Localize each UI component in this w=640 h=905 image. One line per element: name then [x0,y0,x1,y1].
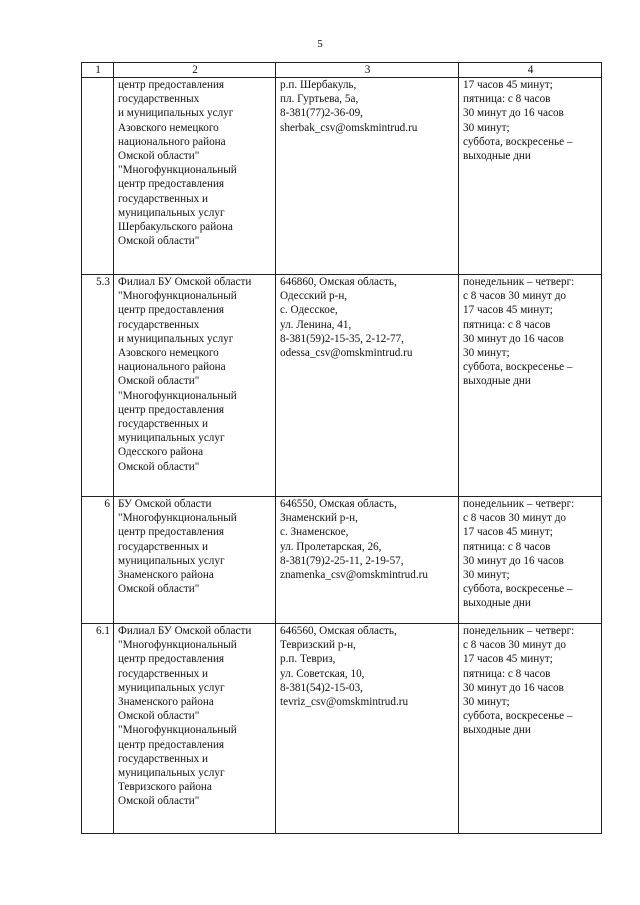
table-row [82,624,602,834]
table-header-row [82,63,602,78]
cell-text-line: Омской области" [118,375,200,388]
cell-text-line: 30 минут до 16 часов [463,332,564,345]
address-contacts-cell [276,78,459,275]
column-header-3: 3 [276,63,459,78]
cell-text-line: с. Одесское, [280,304,338,317]
cell-text-line: национального района [118,361,226,374]
cell-text-line: "Многофункциональный [118,164,237,177]
cell-text-line: муниципальных услуг [118,554,225,567]
cell-text-line: р.п. Шербакуль, [280,79,357,91]
working-hours-cell [459,78,602,275]
cell-text-line: Одесского района [118,446,204,459]
table-row [82,275,602,497]
cell-text-line: центр предоставления [118,304,225,317]
cell-text-line: 8-381(59)2-15-35, 2-12-77, [280,332,404,345]
cell-text-line: центр предоставления [118,653,225,666]
page-number: 5 [317,38,323,50]
cell-text-line: государственных и [118,667,209,680]
row-number [82,78,114,275]
cell-text-line: с 8 часов 30 минут до [463,512,566,525]
cell-text-line: государственных и [118,752,209,765]
cell-text-line: 30 минут; [463,569,510,582]
cell-text-line: выходные дни [463,375,531,388]
cell-text-line: государственных [118,93,200,106]
cell-text-line: 8-381(79)2-25-11, 2-19-57, [280,554,404,567]
cell-text-line: суббота, воскресенье – [463,135,573,148]
cell-text-line: р.п. Тевриз, [280,653,336,666]
cell-text-line: "Многофункциональный [118,389,237,402]
cell-text-line: Одесский р-н, [280,290,348,303]
cell-text-line: суббота, воскресенье – [463,361,573,374]
cell-text-line: Филиал БУ Омской области [118,276,252,288]
cell-text-line: 646860, Омская область, [280,276,397,288]
cell-text-line: муниципальных услуг [118,767,225,780]
cell-text-line: 8-381(77)2-36-09, [280,107,363,120]
cell-text-line: центр предоставления [118,403,225,416]
cell-text-line: выходные дни [463,597,531,610]
cell-text-line: Шербакульского района [118,221,233,234]
working-hours-cell [459,624,602,834]
row-number: 6.1 [82,624,114,834]
cell-text-line: Знаменский р-н, [280,512,358,525]
cell-text-line: 646560, Омская область, [280,625,397,637]
cell-text-line: 8-381(54)2-15-03, [280,681,363,694]
cell-text-line: 30 минут до 16 часов [463,554,564,567]
cell-text-line: муниципальных услуг [118,681,225,694]
column-header-2: 2 [114,63,276,78]
cell-text-line: центр предоставления [118,526,225,539]
cell-text-line: суббота, воскресенье – [463,583,573,596]
cell-text-line: 30 минут; [463,696,510,709]
cell-text-line: Омской области" [118,795,200,808]
cell-text-line: с. Знаменское, [280,526,349,539]
cell-text-line: Омской области" [118,150,200,163]
cell-text-line: пятница: с 8 часов [463,93,551,106]
cell-text-line: понедельник – четверг: [463,498,575,510]
cell-text-line: и муниципальных услуг [118,332,234,345]
cell-text-line: понедельник – четверг: [463,276,575,288]
cell-text-line: с 8 часов 30 минут до [463,290,566,303]
row-number: 6 [82,497,114,624]
address-contacts-cell [276,624,459,834]
cell-text-line: ул. Советская, 10, [280,667,365,680]
cell-text-line: понедельник – четверг: [463,625,575,637]
cell-text-line: суббота, воскресенье – [463,710,573,723]
cell-text-line: 30 минут; [463,347,510,360]
cell-text-line: центр предоставления [118,79,225,91]
cell-text-line: муниципальных услуг [118,432,225,445]
cell-text-line: с 8 часов 30 минут до [463,639,566,652]
institution-name-cell [114,78,276,275]
cell-text-line: Омской области" [118,583,200,596]
cell-text-line: Знаменского района [118,696,214,709]
cell-text-line: sherbak_csv@omskmintrud.ru [280,121,418,134]
cell-text-line: пл. Гуртьева, 5а, [280,93,359,106]
cell-text-line: 17 часов 45 минут; [463,79,553,91]
cell-text-line: национального района [118,135,226,148]
cell-text-line: ул. Ленина, 41, [280,318,352,331]
cell-text-line: 17 часов 45 минут; [463,526,553,539]
cell-text-line: Филиал БУ Омской области [118,625,252,637]
institution-name-cell [114,275,276,497]
cell-text-line: "Многофункциональный [118,639,237,652]
cell-text-line: муниципальных услуг [118,206,225,219]
working-hours-cell [459,497,602,624]
cell-text-line: "Многофункциональный [118,724,237,737]
cell-text-line: Омской области" [118,235,200,248]
cell-text-line: "Многофункциональный [118,290,237,303]
address-contacts-cell [276,497,459,624]
column-header-4: 4 [459,63,602,78]
institution-name-cell [114,497,276,624]
cell-text-line: tevriz_csv@omskmintrud.ru [280,696,409,709]
cell-text-line: 30 минут; [463,121,510,134]
cell-text-line: 646550, Омская область, [280,498,397,510]
cell-text-line: пятница: с 8 часов [463,318,551,331]
cell-text-line: и муниципальных услуг [118,107,234,120]
cell-text-line: государственных и [118,540,209,553]
cell-text-line: Омской области" [118,460,200,473]
cell-text-line: 30 минут до 16 часов [463,107,564,120]
service-centers-table [81,62,602,834]
cell-text-line: 30 минут до 16 часов [463,681,564,694]
row-number: 5.3 [82,275,114,497]
cell-text-line: государственных и [118,418,209,431]
cell-text-line: центр предоставления [118,178,225,191]
cell-text-line: Азовского немецкого [118,121,219,134]
cell-text-line: Тевризский р-н, [280,639,356,652]
institution-name-cell [114,624,276,834]
cell-text-line: Знаменского района [118,569,214,582]
cell-text-line: znamenka_csv@omskmintrud.ru [280,569,428,582]
column-header-1: 1 [82,63,114,78]
table-row [82,497,602,624]
working-hours-cell [459,275,602,497]
cell-text-line: государственных [118,318,200,331]
cell-text-line: БУ Омской области [118,498,212,510]
cell-text-line: 17 часов 45 минут; [463,304,553,317]
cell-text-line: Азовского немецкого [118,347,219,360]
address-contacts-cell [276,275,459,497]
cell-text-line: 17 часов 45 минут; [463,653,553,666]
cell-text-line: "Многофункциональный [118,512,237,525]
cell-text-line: центр предоставления [118,738,225,751]
table-row [82,78,602,275]
cell-text-line: Тевризского района [118,781,212,794]
cell-text-line: Омской области" [118,710,200,723]
cell-text-line: выходные дни [463,724,531,737]
cell-text-line: выходные дни [463,150,531,163]
cell-text-line: государственных и [118,192,209,205]
cell-text-line: ул. Пролетарская, 26, [280,540,382,553]
cell-text-line: пятница: с 8 часов [463,540,551,553]
cell-text-line: odessa_csv@omskmintrud.ru [280,347,413,360]
cell-text-line: пятница: с 8 часов [463,667,551,680]
